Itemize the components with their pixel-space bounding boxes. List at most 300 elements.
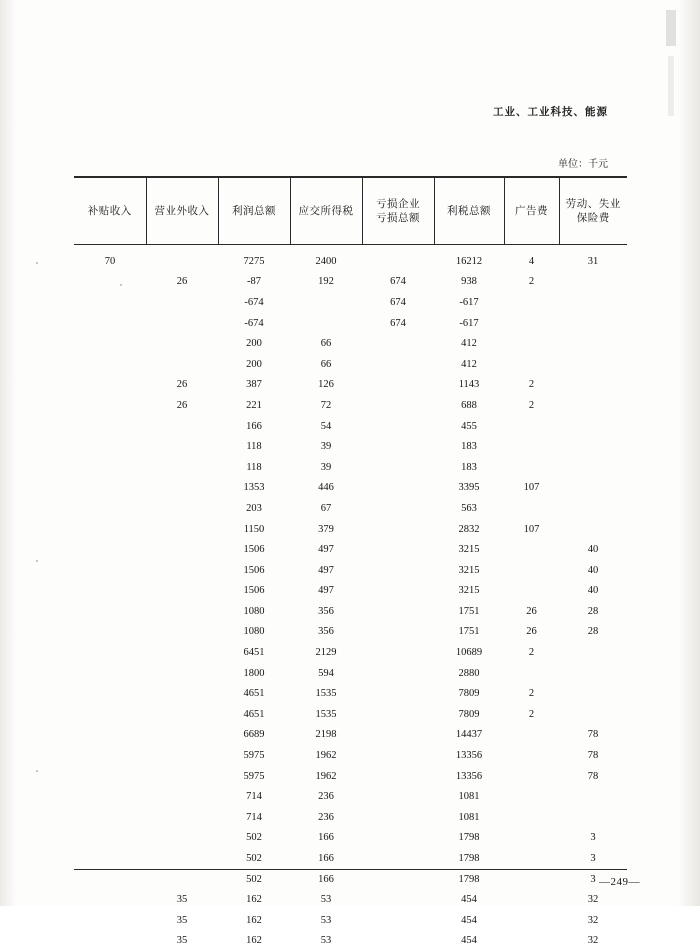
table-cell: 1535	[290, 704, 362, 725]
table-cell	[74, 313, 146, 334]
table-cell: 32	[559, 931, 627, 951]
table-cell	[559, 457, 627, 478]
table-cell: 10689	[434, 642, 504, 663]
table-cell	[362, 245, 434, 272]
scan-speck	[36, 560, 38, 562]
table-cell	[74, 931, 146, 951]
table-cell	[74, 601, 146, 622]
table-row	[74, 910, 627, 931]
table-cell	[559, 519, 627, 540]
table-row	[74, 848, 627, 869]
table-cell: 7809	[434, 683, 504, 704]
table-row	[74, 375, 627, 396]
table-cell: 5975	[218, 766, 290, 787]
table-cell: 203	[218, 498, 290, 519]
table-cell: 1751	[434, 601, 504, 622]
table-cell: 1081	[434, 786, 504, 807]
table-cell	[146, 683, 218, 704]
table-cell: 26	[146, 395, 218, 416]
table-cell: 454	[434, 889, 504, 910]
table-cell: 387	[218, 375, 290, 396]
table-cell	[74, 663, 146, 684]
table-cell: 2880	[434, 663, 504, 684]
table-cell: 2129	[290, 642, 362, 663]
table-cell	[74, 869, 146, 890]
table-cell: 1962	[290, 745, 362, 766]
table-cell	[362, 766, 434, 787]
table-cell: 3215	[434, 560, 504, 581]
table-cell	[362, 498, 434, 519]
table-cell: 107	[504, 519, 559, 540]
table-cell: 2	[504, 272, 559, 293]
table-cell: 356	[290, 622, 362, 643]
table-cell: 502	[218, 869, 290, 890]
table-cell: 1962	[290, 766, 362, 787]
table-cell: 13356	[434, 766, 504, 787]
table-cell: 3	[559, 848, 627, 869]
table-row	[74, 931, 627, 951]
table-cell	[362, 375, 434, 396]
table-cell: 118	[218, 436, 290, 457]
table-cell: 497	[290, 539, 362, 560]
table-cell: 1081	[434, 807, 504, 828]
page-number: —249—	[599, 876, 640, 888]
table-cell: 66	[290, 354, 362, 375]
table-cell	[559, 704, 627, 725]
table-cell	[74, 395, 146, 416]
table-cell	[559, 436, 627, 457]
table-cell: 412	[434, 354, 504, 375]
table-cell	[74, 786, 146, 807]
table-cell	[146, 498, 218, 519]
table-row	[74, 786, 627, 807]
table-cell: 118	[218, 457, 290, 478]
table-cell: 200	[218, 333, 290, 354]
table-cell	[504, 786, 559, 807]
table-cell: 67	[290, 498, 362, 519]
table-cell: 454	[434, 910, 504, 931]
table-cell: 4651	[218, 683, 290, 704]
table-cell	[559, 313, 627, 334]
table-cell	[362, 786, 434, 807]
table-cell	[74, 292, 146, 313]
table-cell: 78	[559, 725, 627, 746]
table-cell: 54	[290, 416, 362, 437]
table-cell: 2	[504, 704, 559, 725]
table-row	[74, 498, 627, 519]
column-header-advertising-expense: 广告费	[504, 177, 559, 245]
table-row	[74, 642, 627, 663]
table-cell	[146, 766, 218, 787]
table-row	[74, 683, 627, 704]
table-cell	[74, 272, 146, 293]
table-cell	[146, 848, 218, 869]
table-cell: 40	[559, 560, 627, 581]
table-cell	[504, 745, 559, 766]
table-cell	[504, 663, 559, 684]
table-cell	[559, 807, 627, 828]
table-cell: 1535	[290, 683, 362, 704]
table-cell: 3215	[434, 581, 504, 602]
table-bottom-rule	[74, 869, 627, 870]
table-row	[74, 663, 627, 684]
table-row	[74, 333, 627, 354]
table-row	[74, 807, 627, 828]
table-cell	[146, 245, 218, 272]
table-cell	[362, 539, 434, 560]
table-row	[74, 766, 627, 787]
table-cell	[362, 416, 434, 437]
table-cell	[74, 498, 146, 519]
table-cell	[146, 601, 218, 622]
table-cell	[146, 745, 218, 766]
table-cell: 236	[290, 786, 362, 807]
table-cell	[362, 931, 434, 951]
table-cell	[362, 745, 434, 766]
table-cell	[362, 478, 434, 499]
table-cell	[362, 869, 434, 890]
table-cell	[504, 848, 559, 869]
table-cell: 28	[559, 601, 627, 622]
table-cell	[362, 601, 434, 622]
table-cell: 497	[290, 581, 362, 602]
table-body	[74, 245, 627, 951]
table-cell	[74, 560, 146, 581]
table-row	[74, 725, 627, 746]
table-cell	[74, 375, 146, 396]
table-cell: 221	[218, 395, 290, 416]
table-cell	[74, 539, 146, 560]
table-cell: 1798	[434, 848, 504, 869]
table-cell: 446	[290, 478, 362, 499]
scan-speck	[36, 770, 38, 772]
table-cell: 166	[218, 416, 290, 437]
table-cell: 938	[434, 272, 504, 293]
table-cell	[559, 395, 627, 416]
table-cell: -617	[434, 292, 504, 313]
table-cell	[504, 869, 559, 890]
table-cell	[559, 292, 627, 313]
table-cell: 13356	[434, 745, 504, 766]
table-cell	[146, 333, 218, 354]
table-row	[74, 395, 627, 416]
table-row	[74, 560, 627, 581]
table-cell: 7809	[434, 704, 504, 725]
table-cell: -617	[434, 313, 504, 334]
table-cell	[74, 354, 146, 375]
table-row	[74, 869, 627, 890]
table-cell: 126	[290, 375, 362, 396]
scan-artifact-upper	[668, 56, 674, 116]
table-cell	[362, 663, 434, 684]
table-cell	[362, 519, 434, 540]
table-row	[74, 272, 627, 293]
table-cell: 356	[290, 601, 362, 622]
table-cell: 200	[218, 354, 290, 375]
table-cell	[146, 828, 218, 849]
table-cell: 1080	[218, 622, 290, 643]
table-cell: 5975	[218, 745, 290, 766]
table-cell	[504, 539, 559, 560]
table-row	[74, 581, 627, 602]
table-cell	[146, 704, 218, 725]
table-cell: 32	[559, 910, 627, 931]
table-cell	[362, 436, 434, 457]
table-cell: 162	[218, 889, 290, 910]
table-cell	[74, 642, 146, 663]
table-cell	[504, 889, 559, 910]
table-cell: 26	[504, 622, 559, 643]
table-row	[74, 457, 627, 478]
column-header-labor-unemployment-insurance: 劳动、失业 保险费	[559, 177, 627, 245]
table-cell: 3395	[434, 478, 504, 499]
table-cell: 688	[434, 395, 504, 416]
column-header-total-profit: 利润总额	[218, 177, 290, 245]
table-cell	[362, 725, 434, 746]
table-cell	[146, 663, 218, 684]
table-cell	[74, 910, 146, 931]
table-cell: 412	[434, 333, 504, 354]
table-row	[74, 622, 627, 643]
table-cell: 2400	[290, 245, 362, 272]
table-cell: 236	[290, 807, 362, 828]
table-cell: 563	[434, 498, 504, 519]
table-cell	[74, 581, 146, 602]
table-cell	[74, 725, 146, 746]
table-cell	[74, 889, 146, 910]
table-cell: 2198	[290, 725, 362, 746]
table-cell	[559, 375, 627, 396]
table-cell: 26	[146, 272, 218, 293]
table-cell: 454	[434, 931, 504, 951]
table-cell	[362, 457, 434, 478]
table-cell	[504, 807, 559, 828]
table-row	[74, 519, 627, 540]
table-cell: 379	[290, 519, 362, 540]
table-cell: 1353	[218, 478, 290, 499]
table-cell: 53	[290, 931, 362, 951]
column-header-total-profit-and-tax: 利税总额	[434, 177, 504, 245]
table-cell	[146, 354, 218, 375]
table-cell	[146, 581, 218, 602]
table-cell	[362, 889, 434, 910]
table-cell	[146, 519, 218, 540]
table-cell: 1506	[218, 539, 290, 560]
table-cell	[146, 642, 218, 663]
table-cell	[146, 807, 218, 828]
column-header-loss-enterprises-total-loss: 亏损企业 亏损总额	[362, 177, 434, 245]
table-cell: -674	[218, 313, 290, 334]
statistics-table	[74, 176, 627, 951]
table-cell	[504, 766, 559, 787]
table-cell	[504, 931, 559, 951]
table-row	[74, 245, 627, 272]
table-row	[74, 704, 627, 725]
table-cell	[146, 436, 218, 457]
table-cell: 40	[559, 581, 627, 602]
table-cell	[74, 807, 146, 828]
table-cell	[504, 313, 559, 334]
table-cell: 1800	[218, 663, 290, 684]
table-cell: 26	[146, 375, 218, 396]
table-cell: 35	[146, 931, 218, 951]
table-cell	[74, 478, 146, 499]
table-cell: 166	[290, 869, 362, 890]
table-cell: 2832	[434, 519, 504, 540]
table-cell: 14437	[434, 725, 504, 746]
table-cell	[504, 725, 559, 746]
table-cell	[504, 560, 559, 581]
table-cell	[74, 704, 146, 725]
table-cell	[362, 622, 434, 643]
table-cell	[146, 313, 218, 334]
table-cell: 6689	[218, 725, 290, 746]
table-cell	[146, 539, 218, 560]
table-cell: 166	[290, 848, 362, 869]
table-cell: 714	[218, 807, 290, 828]
table-cell: 7275	[218, 245, 290, 272]
table-cell	[290, 313, 362, 334]
table-cell	[504, 457, 559, 478]
table-cell	[146, 560, 218, 581]
table-cell	[146, 292, 218, 313]
table-cell: 2	[504, 375, 559, 396]
table-cell	[362, 807, 434, 828]
table-cell: 594	[290, 663, 362, 684]
table-cell: 28	[559, 622, 627, 643]
table-cell	[362, 395, 434, 416]
table-cell: -87	[218, 272, 290, 293]
table-cell	[559, 642, 627, 663]
table-cell: 66	[290, 333, 362, 354]
table-row	[74, 828, 627, 849]
table-row	[74, 745, 627, 766]
table-cell: 1506	[218, 581, 290, 602]
table-cell	[559, 354, 627, 375]
scan-edge-left	[0, 0, 16, 906]
table-cell: 1080	[218, 601, 290, 622]
table-cell	[146, 725, 218, 746]
table-cell	[559, 663, 627, 684]
table-cell	[362, 683, 434, 704]
table-cell: 78	[559, 766, 627, 787]
table-cell	[504, 828, 559, 849]
table-row	[74, 601, 627, 622]
table-cell: 2	[504, 683, 559, 704]
table-row	[74, 889, 627, 910]
table-cell	[362, 642, 434, 663]
table-cell: 714	[218, 786, 290, 807]
table-cell: 6451	[218, 642, 290, 663]
table-cell	[146, 869, 218, 890]
column-header-income-tax-payable: 应交所得税	[290, 177, 362, 245]
table-cell: 1506	[218, 560, 290, 581]
table-cell	[504, 333, 559, 354]
table-cell	[504, 436, 559, 457]
table-cell	[559, 333, 627, 354]
table-row	[74, 478, 627, 499]
table-cell	[362, 828, 434, 849]
table-cell: 3	[559, 869, 627, 890]
table-cell: 1798	[434, 869, 504, 890]
table-cell: 502	[218, 848, 290, 869]
table-cell: 2	[504, 642, 559, 663]
table-cell: 35	[146, 889, 218, 910]
table-cell	[559, 786, 627, 807]
table-cell: 183	[434, 457, 504, 478]
table-cell	[74, 333, 146, 354]
table-cell	[74, 766, 146, 787]
table-cell	[362, 704, 434, 725]
table-cell: 1143	[434, 375, 504, 396]
table-cell: 162	[218, 910, 290, 931]
table-cell	[74, 828, 146, 849]
column-header-subsidy-income: 补贴收入	[74, 177, 146, 245]
column-header-non-operating-income: 营业外收入	[146, 177, 218, 245]
table-cell	[74, 683, 146, 704]
table-cell	[559, 416, 627, 437]
table-cell	[504, 498, 559, 519]
table-cell	[74, 457, 146, 478]
table-cell	[362, 581, 434, 602]
table-row	[74, 436, 627, 457]
table-cell	[504, 292, 559, 313]
table-cell: 3215	[434, 539, 504, 560]
table-cell: 16212	[434, 245, 504, 272]
table-cell: 39	[290, 457, 362, 478]
table-cell	[74, 622, 146, 643]
table-cell: 107	[504, 478, 559, 499]
table-cell: 3	[559, 828, 627, 849]
table-cell	[146, 786, 218, 807]
table-cell	[74, 519, 146, 540]
table-cell	[362, 910, 434, 931]
table-cell	[146, 478, 218, 499]
table-cell: 455	[434, 416, 504, 437]
table-header-row	[74, 177, 627, 245]
unit-label: 单位：千元	[558, 155, 608, 170]
table-cell: 72	[290, 395, 362, 416]
table-cell: 70	[74, 245, 146, 272]
table-cell	[74, 416, 146, 437]
table-cell	[74, 745, 146, 766]
table-row	[74, 539, 627, 560]
table-cell: 674	[362, 292, 434, 313]
table-row	[74, 292, 627, 313]
scan-edge-right	[678, 0, 700, 906]
table-row	[74, 416, 627, 437]
table-cell: 674	[362, 313, 434, 334]
table-cell: 4651	[218, 704, 290, 725]
table-cell: 2	[504, 395, 559, 416]
table-cell	[504, 910, 559, 931]
table-cell: 26	[504, 601, 559, 622]
table-cell	[559, 478, 627, 499]
table-cell	[559, 272, 627, 293]
table-cell	[74, 848, 146, 869]
table-cell	[362, 848, 434, 869]
table-cell: 53	[290, 910, 362, 931]
table-cell	[146, 622, 218, 643]
page-header-title: 工业、工业科技、能源	[493, 104, 608, 119]
table-cell: 40	[559, 539, 627, 560]
table-cell: 4	[504, 245, 559, 272]
table-row	[74, 354, 627, 375]
table-cell: 35	[146, 910, 218, 931]
scan-speck	[36, 262, 38, 264]
table-cell: -674	[218, 292, 290, 313]
table-cell	[504, 354, 559, 375]
